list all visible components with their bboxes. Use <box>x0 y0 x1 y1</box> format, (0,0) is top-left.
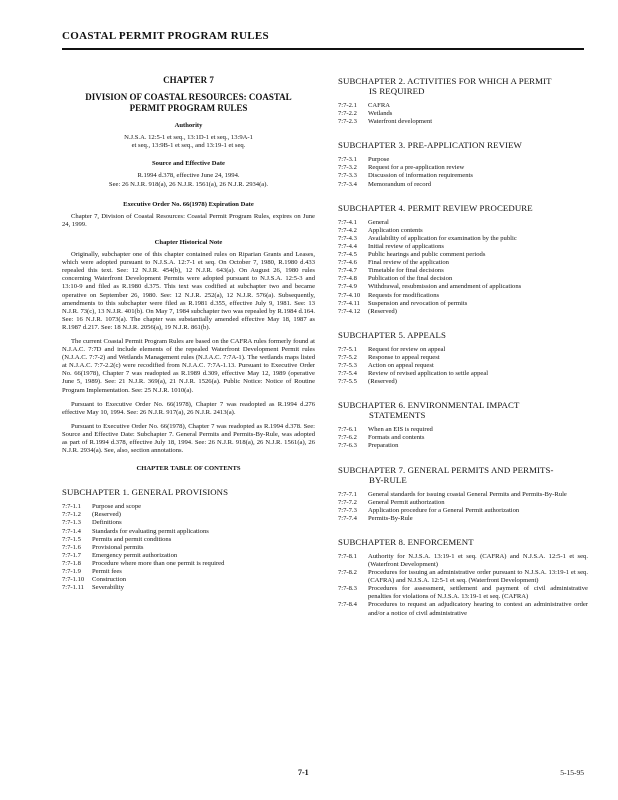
toc-entry <box>338 102 588 110</box>
toc-section-number: 7:7-5.1 <box>338 345 357 353</box>
authority-text <box>62 134 315 150</box>
toc-section-number: 7:7-5.3 <box>338 361 357 369</box>
toc-entry <box>62 544 315 552</box>
toc-entry <box>62 528 315 536</box>
toc-section-number: 7:7-6.3 <box>338 442 357 450</box>
toc-entry <box>338 292 588 300</box>
toc-entry <box>62 552 315 560</box>
toc-section-number: 7:7-7.1 <box>338 490 357 498</box>
toc-section-number: 7:7-8.1 <box>338 552 357 560</box>
toc-entry <box>338 507 588 515</box>
toc-section-number: 7:7-1.5 <box>62 535 81 543</box>
toc-section-title: (Reserved) <box>92 511 121 519</box>
toc-section-number: 7:7-4.5 <box>338 251 357 259</box>
toc-section-title: Permits-By-Rule <box>368 514 413 522</box>
toc-section-title: Procedures to request an adjudicatory hearing to contest an administrative order and/or a notice of civil administrative <box>368 601 588 617</box>
toc-section-number: 7:7-4.7 <box>338 267 357 275</box>
toc-section-title: Request for review on appeal <box>368 345 446 353</box>
toc-entry <box>338 251 588 259</box>
toc-section-title: Severability <box>92 584 124 592</box>
toc-section-title: Wetlands <box>368 110 393 118</box>
toc-section-number: 7:7-8.4 <box>338 601 357 609</box>
subchapter-6-heading-line-2: STATEMENTS <box>369 410 426 421</box>
toc-section-number: 7:7-8.3 <box>338 585 357 593</box>
toc-entry <box>338 267 588 275</box>
toc-section-number: 7:7-7.3 <box>338 506 357 514</box>
toc-entry <box>338 362 588 370</box>
toc-section-number: 7:7-1.8 <box>62 559 81 567</box>
page-date: 5-15-95 <box>560 768 584 777</box>
toc-entry <box>338 370 588 378</box>
subchapter-2-heading-line-2: IS REQUIRED <box>369 86 425 96</box>
subchapter-8-heading: SUBCHAPTER 8. ENFORCEMENT <box>338 536 474 547</box>
toc-section-title: Authority for N.J.S.A. 13:19-1 et seq. (CAFRA) and N.J.S.A. 12:5-1 et seq. (Waterfront Development) <box>368 552 588 568</box>
toc-section-title: Review of revised application to settle appeal <box>368 370 489 378</box>
subchapter-7-heading <box>338 465 588 485</box>
toc-section-number: 7:7-4.6 <box>338 259 357 267</box>
toc-entry <box>338 346 588 354</box>
toc-entry <box>338 426 588 434</box>
toc-entry <box>338 378 588 386</box>
running-header: COASTAL PERMIT PROGRAM RULES <box>62 30 269 42</box>
toc-section-title: Procedure where more than one permit is required <box>92 559 225 567</box>
toc-section-title: Discussion of information requirements <box>368 172 473 180</box>
toc-section-title: Permits and permit conditions <box>92 535 172 543</box>
toc-section-title: Permit fees <box>92 568 122 576</box>
authority-line-2: et seq., 13:9B-1 et seq., and 13:19-1 et seq. <box>131 142 246 150</box>
source-line-2: See: 26 N.J.R. 918(a), 26 N.J.R. 1561(a), 26 N.J.R. 2934(a). <box>108 180 269 188</box>
source-line-1: R.1994 d.378, effective June 24, 1994. <box>137 172 240 180</box>
toc-entry <box>62 584 315 592</box>
toc-section-title: Waterfront development <box>368 118 433 126</box>
toc-section-title: (Reserved) <box>368 307 397 315</box>
toc-section-number: 7:7-7.2 <box>338 498 357 506</box>
subchapter-8-list <box>338 553 588 618</box>
left-column <box>62 70 315 592</box>
source-text <box>62 172 315 188</box>
toc-entry <box>338 156 588 164</box>
source-heading: Source and Effective Date <box>152 160 225 168</box>
chapter-title <box>62 92 315 114</box>
toc-entry <box>338 553 588 569</box>
toc-section-number: 7:7-2.1 <box>338 102 357 109</box>
toc-entry <box>338 275 588 283</box>
toc-section-title: Application procedure for a General Permit authorization <box>368 506 520 514</box>
toc-entry <box>338 491 588 499</box>
toc-entry <box>338 259 588 267</box>
toc-section-number: 7:7-4.11 <box>338 299 360 307</box>
toc-section-number: 7:7-4.2 <box>338 226 357 234</box>
toc-entry <box>62 560 315 568</box>
toc-section-title: Purpose <box>368 156 390 164</box>
subchapter-2-heading <box>338 76 588 96</box>
toc-section-number: 7:7-5.5 <box>338 378 357 386</box>
toc-section-number: 7:7-1.11 <box>62 584 84 592</box>
toc-entry <box>62 511 315 519</box>
toc-section-title: Public hearings and public comment periods <box>368 251 486 259</box>
toc-section-title: Action on appeal request <box>368 361 434 369</box>
toc-section-number: 7:7-7.4 <box>338 514 357 522</box>
toc-section-title: Procedures for assessment, settlement and payment of civil administrative penalties for violations of N.J.S.A. 13:19-1 et seq. (CAFRA) <box>368 585 588 601</box>
chapter-number: CHAPTER 7 <box>163 75 214 85</box>
subchapter-4-heading: SUBCHAPTER 4. PERMIT REVIEW PROCEDURE <box>338 202 533 213</box>
toc-section-number: 7:7-5.2 <box>338 353 357 361</box>
toc-entry <box>338 601 588 617</box>
chapter-title-line-1: DIVISION OF COASTAL RESOURCES: COASTAL <box>85 92 292 103</box>
toc-entry <box>62 536 315 544</box>
toc-section-number: 7:7-4.9 <box>338 283 357 291</box>
toc-section-title: Definitions <box>92 519 122 527</box>
toc-section-title: General Permit authorization <box>368 498 445 506</box>
toc-entry <box>338 181 588 189</box>
page-number: 7-1 <box>298 768 309 777</box>
authority-heading: Authority <box>174 122 203 130</box>
toc-section-title: Request for a pre-application review <box>368 164 465 172</box>
toc-section-title: Application contents <box>368 226 423 234</box>
toc-section-number: 7:7-1.7 <box>62 551 81 559</box>
historical-note-paragraph-2: The current Coastal Permit Program Rules are based on the CAFRA rules formerly found at N.J.A.C. 7:7D and include elements of the repealed Waterfront Development Permit rules (N.J.A.C. 7:7-2) and Wetlands Management rules (N.J.A.C. 7:7A-1). The wetlands maps listed at N.J.A.C. 7:7-2.2(c) were recodified from N.J.A.C. 7:7A-1.13. Pursuant to Executive Order No. 66(1978), Chapter 7 was readopted as R.1989 d.309, effective May 12, 1989 (operative June 5, 1989). See: 21 N.J.R. 369(a), 21 N.J.R. 1526(a). Public Notice: Notice of Routine Program Implementation. See: 25 N.J.R. 1010(a). <box>62 337 315 394</box>
toc-section-title: When an EIS is required <box>368 426 433 434</box>
toc-entry <box>338 499 588 507</box>
toc-section-number: 7:7-4.3 <box>338 234 357 242</box>
toc-section-title: Preparation <box>368 442 399 450</box>
toc-section-title: Availability of application for examination by the public <box>368 234 517 242</box>
toc-section-number: 7:7-4.10 <box>338 291 361 299</box>
toc-section-number: 7:7-6.2 <box>338 434 357 442</box>
subchapter-7-list <box>338 491 588 523</box>
toc-entry <box>338 172 588 180</box>
toc-section-title: Emergency permit authorization <box>92 551 178 559</box>
historical-note-paragraph-4: Pursuant to Executive Order No. 66(1978), Chapter 7 was readopted as R.1994 d.378. See: Source and Effective Date: Subchapter 7. General Permits and Permits-By-Rule, was adopted as part of R.1994 d.378, effective July 18, 1994. See: 26 N.J.R. 918(a), 26 N.J.R. 1561(a), 26 N.J.R. 2934(a). See, also, section annotations. <box>62 422 315 455</box>
subchapter-5-list <box>338 346 588 386</box>
toc-entry <box>338 283 588 291</box>
toc-section-number: 7:7-6.1 <box>338 426 357 434</box>
executive-order-text: Chapter 7, Division of Coastal Resources: Coastal Permit Program Rules, expires on June 24, 1999. <box>62 212 315 228</box>
toc-section-title: Suspension and revocation of permits <box>368 299 468 307</box>
toc-section-title: Formats and contents <box>368 434 425 442</box>
toc-section-number: 7:7-4.8 <box>338 275 357 283</box>
subchapter-3-list <box>338 156 588 188</box>
toc-entry <box>62 503 315 511</box>
subchapter-1-list <box>62 503 315 592</box>
toc-entry <box>338 118 588 126</box>
toc-section-number: 7:7-3.2 <box>338 164 357 172</box>
toc-entry <box>338 110 588 118</box>
toc-section-title: Requests for modifications <box>368 291 440 299</box>
toc-entry <box>338 569 588 585</box>
subchapter-7-heading-line-1: SUBCHAPTER 7. GENERAL PERMITS AND PERMITS- <box>338 464 554 475</box>
toc-section-number: 7:7-5.4 <box>338 370 357 378</box>
toc-section-title: Standards for evaluating permit applications <box>92 527 209 535</box>
toc-section-title: CAFRA <box>368 102 390 109</box>
toc-entry <box>338 235 588 243</box>
executive-order-heading: Executive Order No. 66(1978) Expiration Date <box>123 200 254 208</box>
toc-section-title: Final review of the application <box>368 259 449 267</box>
toc-section-number: 7:7-4.12 <box>338 307 361 315</box>
toc-section-number: 7:7-1.1 <box>62 503 81 511</box>
toc-entry <box>338 227 588 235</box>
toc-section-title: Publication of the final decision <box>368 275 453 283</box>
chapter-title-line-2: PERMIT PROGRAM RULES <box>129 103 248 114</box>
toc-section-number: 7:7-1.2 <box>62 511 81 519</box>
toc-section-number: 7:7-1.3 <box>62 519 81 527</box>
toc-section-title: Memorandum of record <box>368 180 431 188</box>
toc-entry <box>338 515 588 523</box>
toc-section-number: 7:7-1.10 <box>62 576 85 584</box>
subchapter-4-list <box>338 219 588 316</box>
subchapter-6-heading <box>338 400 588 420</box>
toc-entry <box>62 519 315 527</box>
subchapter-6-list <box>338 426 588 450</box>
subchapter-1-heading: SUBCHAPTER 1. GENERAL PROVISIONS <box>62 487 229 498</box>
toc-section-title: Withdrawal, resubmission and amendment of applications <box>368 283 522 291</box>
toc-section-number: 7:7-1.4 <box>62 527 81 535</box>
toc-entry <box>338 585 588 601</box>
right-column <box>338 70 588 618</box>
subchapter-2-list <box>338 102 588 126</box>
toc-section-title: Timetable for final decisions <box>368 267 444 275</box>
subchapter-7-heading-line-2: BY-RULE <box>369 474 407 485</box>
historical-note-paragraph-3: Pursuant to Executive Order No. 66(1978), Chapter 7 was readopted as R.1994 d.276 effective May 10, 1994. See: 26 N.J.R. 917(a), 26 N.J.R. 2413(a). <box>62 400 315 416</box>
toc-entry <box>338 308 588 316</box>
toc-section-title: (Reserved) <box>368 378 397 386</box>
historical-note-paragraph-1: Originally, subchapter one of this chapter contained rules on Riparian Grants and Leases, which were adopted pursuant to N.J.S.A. 12:7-1 et seq. On October 7, 1980, R.1980 d.433 repealed this text. See: 12 N.J.R. 454(b), 12 N.J.R. 643(a). On August 26, 1980 rules concerning Waterfront Development Permits were adopted pursuant to N.J.S.A. 12:5-3 and 13:10-9 and filed as R.1980 d.375. This text was codified at subchapter two and became operative on September 26, 1980. See: 12 N.J.R. 252(a), 12 N.J.R. 576(a). Subsequently, amendments to this subchapter were filed as R.1981 d.355, effective July 9, 1981. See: 13 N.J.R. 73(c), 13 N.J.R. 401(b). On May 7, 1984 subchapter two was repealed by R.1984 d.164. See: 16 N.J.R. 1073(a). The chapter was substantially amended effective May 18, 1987 as R.1987 d.217. See: 18 N.J.R. 2056(a), 19 N.J.R. 861(b). <box>62 251 315 331</box>
subchapter-3-heading: SUBCHAPTER 3. PRE-APPLICATION REVIEW <box>338 140 522 151</box>
subchapter-6-heading-line-1: SUBCHAPTER 6. ENVIRONMENTAL IMPACT <box>338 400 520 411</box>
toc-entry <box>62 568 315 576</box>
toc-entry <box>338 354 588 362</box>
subchapter-5-heading: SUBCHAPTER 5. APPEALS <box>338 329 446 340</box>
toc-entry <box>338 434 588 442</box>
toc-section-title: General standards for issuing coastal General Permits and Permits-By-Rule <box>368 490 567 498</box>
toc-section-number: 7:7-4.4 <box>338 242 357 250</box>
toc-entry <box>338 164 588 172</box>
toc-section-number: 7:7-1.6 <box>62 543 81 551</box>
authority-line-1: N.J.S.A. 12:5-1 et seq., 13:1D-1 et seq., 13:9A-1 <box>124 134 253 142</box>
toc-section-number: 7:7-1.9 <box>62 568 81 576</box>
toc-section-number: 7:7-3.1 <box>338 156 357 164</box>
subchapter-2-heading-line-1: SUBCHAPTER 2. ACTIVITIES FOR WHICH A PERMIT <box>338 76 552 86</box>
toc-heading: CHAPTER TABLE OF CONTENTS <box>136 465 241 473</box>
toc-section-number: 7:7-8.2 <box>338 569 357 577</box>
toc-entry <box>338 243 588 251</box>
toc-section-number: 7:7-2.3 <box>338 118 357 126</box>
toc-section-title: Purpose and scope <box>92 503 142 511</box>
header-rule <box>62 48 584 50</box>
toc-section-title: Provisional permits <box>92 543 144 551</box>
toc-section-title: Construction <box>92 576 127 584</box>
toc-section-number: 7:7-3.4 <box>338 180 357 188</box>
toc-section-number: 7:7-3.3 <box>338 172 357 180</box>
toc-entry <box>62 576 315 584</box>
toc-section-title: Response to appeal request <box>368 353 440 361</box>
toc-section-number: 7:7-2.2 <box>338 110 357 118</box>
toc-section-title: Initial review of applications <box>368 242 444 250</box>
toc-section-title: Procedures for issuing an administrative order pursuant to N.J.S.A. 13:19-1 et seq. (CAFRA) and N.J.S.A. 12:5-1 et seq. (Waterfront Development) <box>368 569 588 585</box>
toc-entry <box>338 219 588 227</box>
toc-section-title: General <box>368 218 389 226</box>
toc-section-number: 7:7-4.1 <box>338 218 357 226</box>
toc-entry <box>338 300 588 308</box>
toc-entry <box>338 442 588 450</box>
historical-note-heading: Chapter Historical Note <box>154 238 223 246</box>
